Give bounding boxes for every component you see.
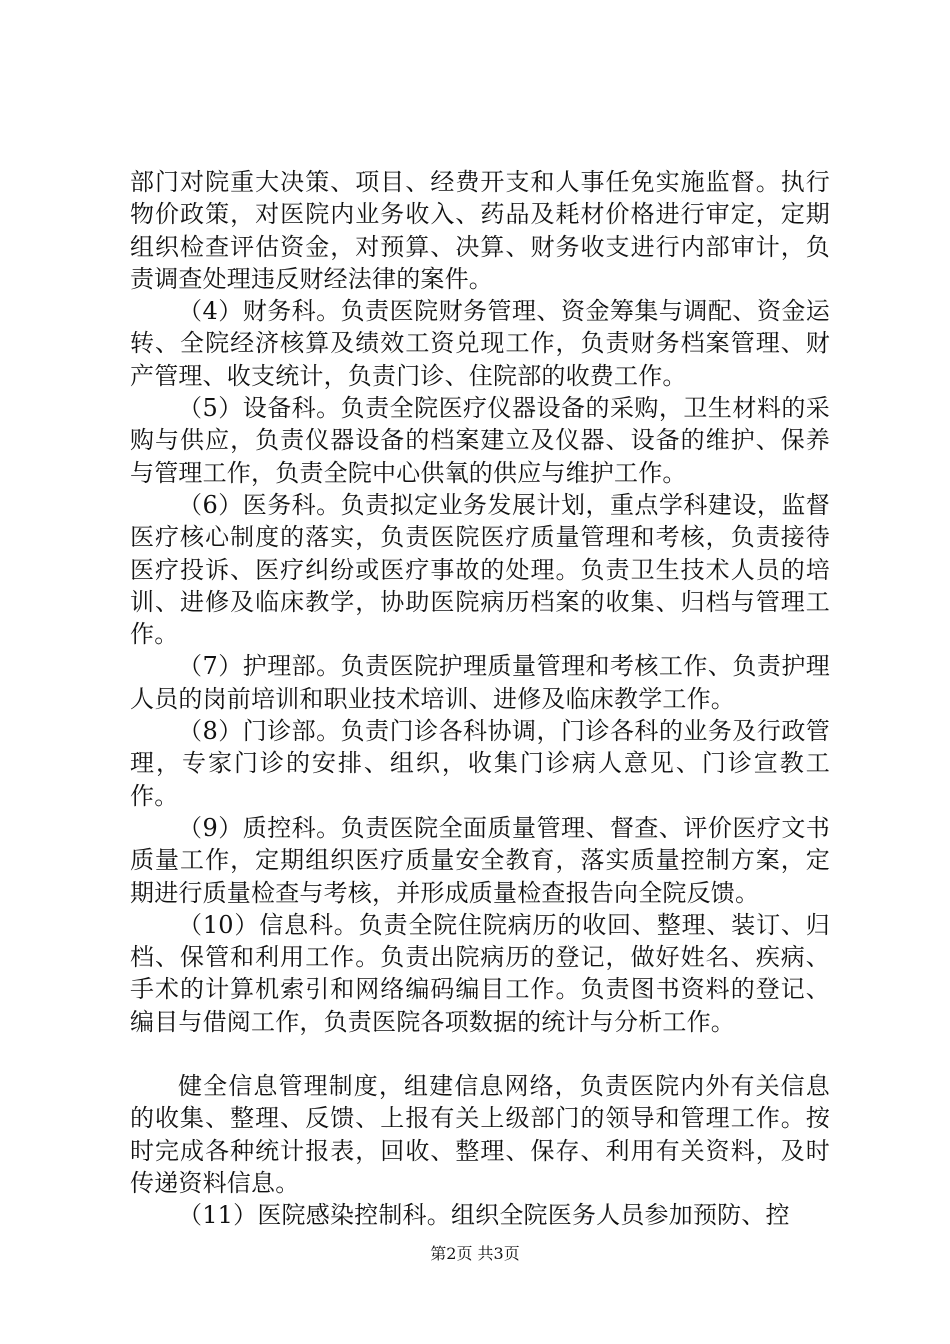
document-body [130,166,830,1232]
paragraph-nursing-dept: （7）护理部。负责医院护理质量管理和考核工作、负责护理人员的岗前培训和职业技术培训、进修及临床教学工作。 [130,652,830,713]
paragraph-medical-affairs-dept: （6）医务科。负责拟定业务发展计划，重点学科建设，监督医疗核心制度的落实，负责医院医疗质量管理和考核，负责接待医疗投诉、医疗纠纷或医疗事故的处理。负责卫生技术人员的培训、进修及临床教学，协助医院病历档案的收集、归档与管理工作。 [130,490,830,649]
paragraph-outpatient-dept: （8）门诊部。负责门诊各科协调，门诊各科的业务及行政管理，专家门诊的安排、组织，收集门诊病人意见、门诊宣教工作。 [130,717,830,810]
paragraph-equipment-dept: （5）设备科。负责全院医疗仪器设备的采购，卫生材料的采购与供应，负责仪器设备的档案建立及仪器、设备的维护、保养与管理工作，负责全院中心供氧的供应与维护工作。 [130,394,830,487]
page-number-footer: 第2页 共3页 [430,1244,520,1263]
paragraph-quality-control-dept: （9）质控科。负责医院全面质量管理、督查、评价医疗文书质量工作，定期组织医疗质量安全教育，落实质量控制方案，定期进行质量检查与考核，并形成质量检查报告向全院反馈。 [130,813,830,907]
paragraph-finance-dept: （4）财务科。负责医院财务管理、资金筹集与调配、资金运转、全院经济核算及绩效工资兑现工作，负责财务档案管理、财产管理、收支统计，负责门诊、住院部的收费工作。 [130,297,830,390]
paragraph-audit-continued: 部门对院重大决策、项目、经费开支和人事任免实施监督。执行物价政策，对医院内业务收入、药品及耗材价格进行审定，定期组织检查评估资金，对预算、决算、财务收支进行内部审计，负责调查处理违反财经法律的案件。 [130,168,830,293]
paragraph-infection-control-dept: （11）医院感染控制科。组织全院医务人员参加预防、控 [178,1201,790,1230]
paragraph-information-dept: （10）信息科。负责全院住院病历的收回、整理、装订、归档、保管和利用工作。负责出院病历的登记，做好姓名、疾病、手术的计算机索引和网络编码编目工作。负责图书资料的登记、编目与借阅工作，负责医院各项数据的统计与分析工作。 [130,910,830,1036]
paragraph-information-management: 健全信息管理制度，组建信息网络，负责医院内外有关信息的收集、整理、反馈、上报有关上级部门的领导和管理工作。按时完成各种统计报表，回收、整理、保存、利用有关资料，及时传递资料信息。 [130,1072,830,1197]
